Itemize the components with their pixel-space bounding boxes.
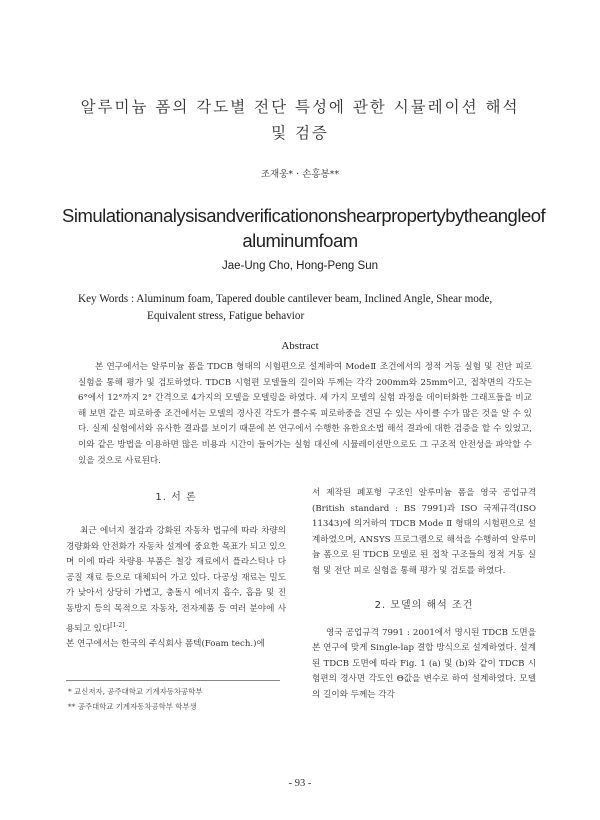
section-1-paragraph-2: 본 연구에서는 한국의 주식회사 폼텍(Foam tech.)에: [66, 639, 265, 650]
korean-title-line-2: 및 검증: [271, 124, 329, 142]
korean-authors: 조재웅* · 손홍봉**: [260, 169, 340, 180]
english-title-line-1: Simulationanalysisandverificationonshearpropertybytheangleof: [62, 205, 546, 226]
footnote-divider: [66, 680, 280, 681]
section-2-heading: 2. 모델의 해석 조건: [374, 599, 474, 611]
keywords-label: Key Words :: [78, 293, 137, 305]
footnote-corresponding-author: * 교신저자, 공주대학교 기계자동차공학부: [68, 687, 203, 696]
keywords-line-2: Equivalent stress, Fatigue behavior: [147, 310, 305, 322]
english-title-line-2: aluminumfoam: [242, 230, 358, 251]
page-number: - 93 -: [288, 778, 312, 789]
section-2-paragraph-1: 영국 공업규격 7991 : 2001에서 명시된 TDCB 도면을 본 연구에 맞게 Single-lap 결합 방식으로 설계하였다. 설계된 TDCB 도면에 따라 Fig. 1 (a) 및 (b)와 같이 TDCB 시험편의 경사면 각도인 Θ값을 변수로 하여 설계하였다. 모델의 길이와 두께는 각각: [312, 627, 536, 700]
footnotes: [66, 684, 296, 714]
korean-title: [60, 94, 540, 146]
section-1-body: [66, 524, 286, 653]
section-1-paragraph-1: 최근 에너지 절감과 강화된 자동차 법규에 따라 차량의 경량화와 안전화가 자동차 설계에 중요한 목표가 되고 있으며 이에 따라 차량용 부품은 철강 재료에서 플라스틱나 다공질 재료 등으로 대체되어 가고 있다. 다공성 재료는 밀도가 낮아서 상당히 가볍고, 충돌시 에너지 흡수, 흡음 및 진동방지 등의 목적으로 자동차, 전자제품 등 여러 분야에 사용되고 있다[1-2].: [66, 526, 286, 634]
english-title: [62, 203, 546, 253]
section-1-paragraph-1-text: 최근 에너지 절감과 강화된 자동차 법규에 따라 차량의 경량화와 안전화가 자동차 설계에 중요한 목표가 되고 있으며 이에 따라 차량용 부품은 철강 재료에서 플라스틱나 다공질 재료 등으로 대체되어 가고 있다. 다공성 재료는 밀도가 낮아서 상당히 가볍고, 충돌시 에너지 흡수, 흡음 및 진동방지 등의 목적으로 자동차, 전자제품 등 여러 분야에 사용되고 있다: [66, 526, 286, 634]
right-column-intro-paragraph: 서 제작된 폐포형 구조인 알루미늄 폼을 영국 공업규격(British standard : BS 7991)과 ISO 국제규격(ISO 11343)에 의거하여 TDCB Mode Ⅱ 형태의 시험편으로 설계하였으며, ANSYS 프로그램으로 해석을 수행하여 알루미늄 폼으로 된 TDCB 모델로 된 접착 구조들의 정적 거동 실험 및 전단 피로 실험을 통해 평가 및 검토를 하였다.: [312, 488, 536, 576]
keywords-block: [78, 291, 548, 325]
reference-citation: [1-2]: [110, 621, 125, 629]
right-column: [312, 486, 536, 704]
footnote-student-author: ** 공주대학교 기계자동차공학부 학부생: [68, 702, 197, 711]
abstract-text: 본 연구에서는 알루미늄 폼을 TDCB 형태의 시험편으로 설계하여 ModeⅡ 조건에서의 정적 거동 실험 및 전단 피로 실험을 통해 평가 및 검토하였다. TDCB 시험편 모델들의 길이와 두께는 각각 200mm와 25mm이고, 접착면의 각도는 6°에서 12°까지 2° 간격으로 4가지의 모델을 모델링을 하였다. 세 가지 모델의 실험 과정을 데이터화한 그래프들을 비교해 보면 같은 피로하중 조건에서는 모델의 경사진 각도가 클수록 피로하중을 견딜 수 있는 사이클 수가 많은 것을 알 수 있다. 실제 실험에서와 유사한 결과를 보이기 때문에 본 연구에서 수행한 유한요소법 해석 결과에 대한 검증을 할 수 있었고, 이와 같은 방법을 이용하면 많은 비용과 시간이 들어가는 실험 대신에 시뮬레이션만으로도 그 구조적 안전성을 파악할 수 있을 것으로 사료된다.: [78, 362, 532, 466]
left-column: [66, 486, 286, 653]
korean-title-line-1: 알루미늄 폼의 각도별 전단 특성에 관한 시뮬레이션 해석: [80, 98, 520, 116]
abstract-heading: Abstract: [281, 340, 319, 352]
section-1-heading: 1. 서 론: [155, 492, 197, 503]
english-authors: Jae-Ung Cho, Hong-Peng Sun: [222, 260, 378, 272]
keywords-line-1: Aluminum foam, Tapered double cantilever beam, Inclined Angle, Shear mode,: [136, 293, 493, 305]
